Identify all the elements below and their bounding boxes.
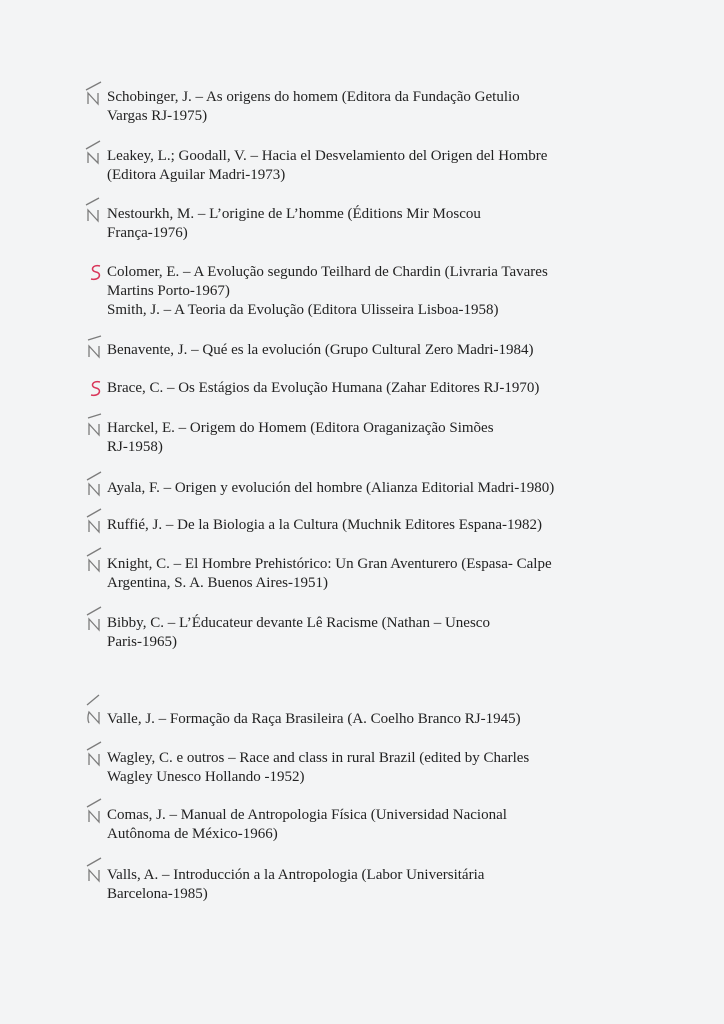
bibliography-entry <box>107 263 667 320</box>
entry-line: Argentina, S. A. Buenos Aires-1951) <box>107 575 328 591</box>
handwritten-n-mark <box>85 552 107 574</box>
bibliography-entry <box>107 205 667 243</box>
handwritten-s-mark <box>86 378 108 400</box>
handwritten-n-mark <box>84 145 106 167</box>
entry-line: Valle, J. – Formação da Raça Brasileira (A. Coelho Branco RJ-1945) <box>107 711 521 727</box>
entry-line: Valls, A. – Introducción a la Antropologia (Labor Universitária <box>107 867 485 883</box>
handwritten-n-mark <box>85 705 107 727</box>
entry-line: Nestourkh, M. – L’origine de L’homme (Éditions Mir Moscou <box>107 206 481 222</box>
entry-line: França-1976) <box>107 225 188 241</box>
entry-line: Colomer, E. – A Evolução segundo Teilhard de Chardin (Livraria Tavares <box>107 264 548 280</box>
bibliography-entry <box>107 516 667 535</box>
handwritten-n-mark <box>85 513 107 535</box>
bibliography-entry <box>107 710 667 729</box>
entry-line: Autônoma de México-1966) <box>107 826 278 842</box>
entry-line: Harckel, E. – Origem do Homem (Editora Oraganização Simões <box>107 420 494 436</box>
entry-line: Wagley Unesco Hollando -1952) <box>107 769 305 785</box>
bibliography-entry <box>107 866 667 904</box>
entry-line: Comas, J. – Manual de Antropologia Física (Universidad Nacional <box>107 807 507 823</box>
entry-line: Brace, C. – Os Estágios da Evolução Humana (Zahar Editores RJ-1970) <box>107 380 540 396</box>
entry-line: Knight, C. – El Hombre Prehistórico: Un Gran Aventurero (Espasa- Calpe <box>107 556 552 572</box>
handwritten-n-mark <box>85 611 107 633</box>
bibliography-entry <box>107 749 667 787</box>
entry-line: Benavente, J. – Qué es la evolución (Grupo Cultural Zero Madri-1984) <box>107 342 534 358</box>
entry-line: Vargas RJ-1975) <box>107 108 208 124</box>
entry-line: Schobinger, J. – As origens do homem (Editora da Fundação Getulio <box>107 89 520 105</box>
handwritten-n-mark <box>85 416 107 438</box>
entry-line: Wagley, C. e outros – Race and class in rural Brazil (edited by Charles <box>107 750 530 766</box>
entry-line: Bibby, C. – L’Éducateur devante Lê Racisme (Nathan – Unesco <box>107 615 490 631</box>
entry-line: Ruffié, J. – De la Biologia a la Cultura (Muchnik Editores Espana-1982) <box>107 517 543 533</box>
bibliography-entry <box>107 379 667 398</box>
handwritten-n-mark <box>84 203 106 225</box>
handwritten-n-mark <box>85 338 107 360</box>
entry-line: RJ-1958) <box>107 439 163 455</box>
bibliography-entry <box>107 147 667 185</box>
bibliography-entry <box>107 419 667 457</box>
handwritten-n-mark <box>85 746 107 768</box>
handwritten-s-mark <box>86 262 108 284</box>
handwritten-n-mark <box>85 862 107 884</box>
bibliography-entry <box>107 555 667 593</box>
handwritten-n-mark <box>84 86 106 108</box>
entry-line: Ayala, F. – Origen y evolución del hombre (Alianza Editorial Madri-1980) <box>107 480 555 496</box>
bibliography-entry <box>107 88 667 126</box>
handwritten-n-mark <box>85 803 107 825</box>
bibliography-entry <box>107 806 667 844</box>
bibliography-entry <box>107 341 667 360</box>
handwritten-n-mark <box>85 476 107 498</box>
entry-line: Smith, J. – A Teoria da Evolução (Editora Ulisseira Lisboa-1958) <box>107 302 499 318</box>
bibliography-entry <box>107 614 667 652</box>
entry-line: Paris-1965) <box>107 634 177 650</box>
entry-line: Leakey, L.; Goodall, V. – Hacia el Desvelamiento del Origen del Hombre <box>107 148 548 164</box>
entry-line: Martins Porto-1967) <box>107 283 230 299</box>
bibliography-entry <box>107 479 667 498</box>
entry-line: (Editora Aguilar Madri-1973) <box>107 167 286 183</box>
entry-line: Barcelona-1985) <box>107 886 208 902</box>
